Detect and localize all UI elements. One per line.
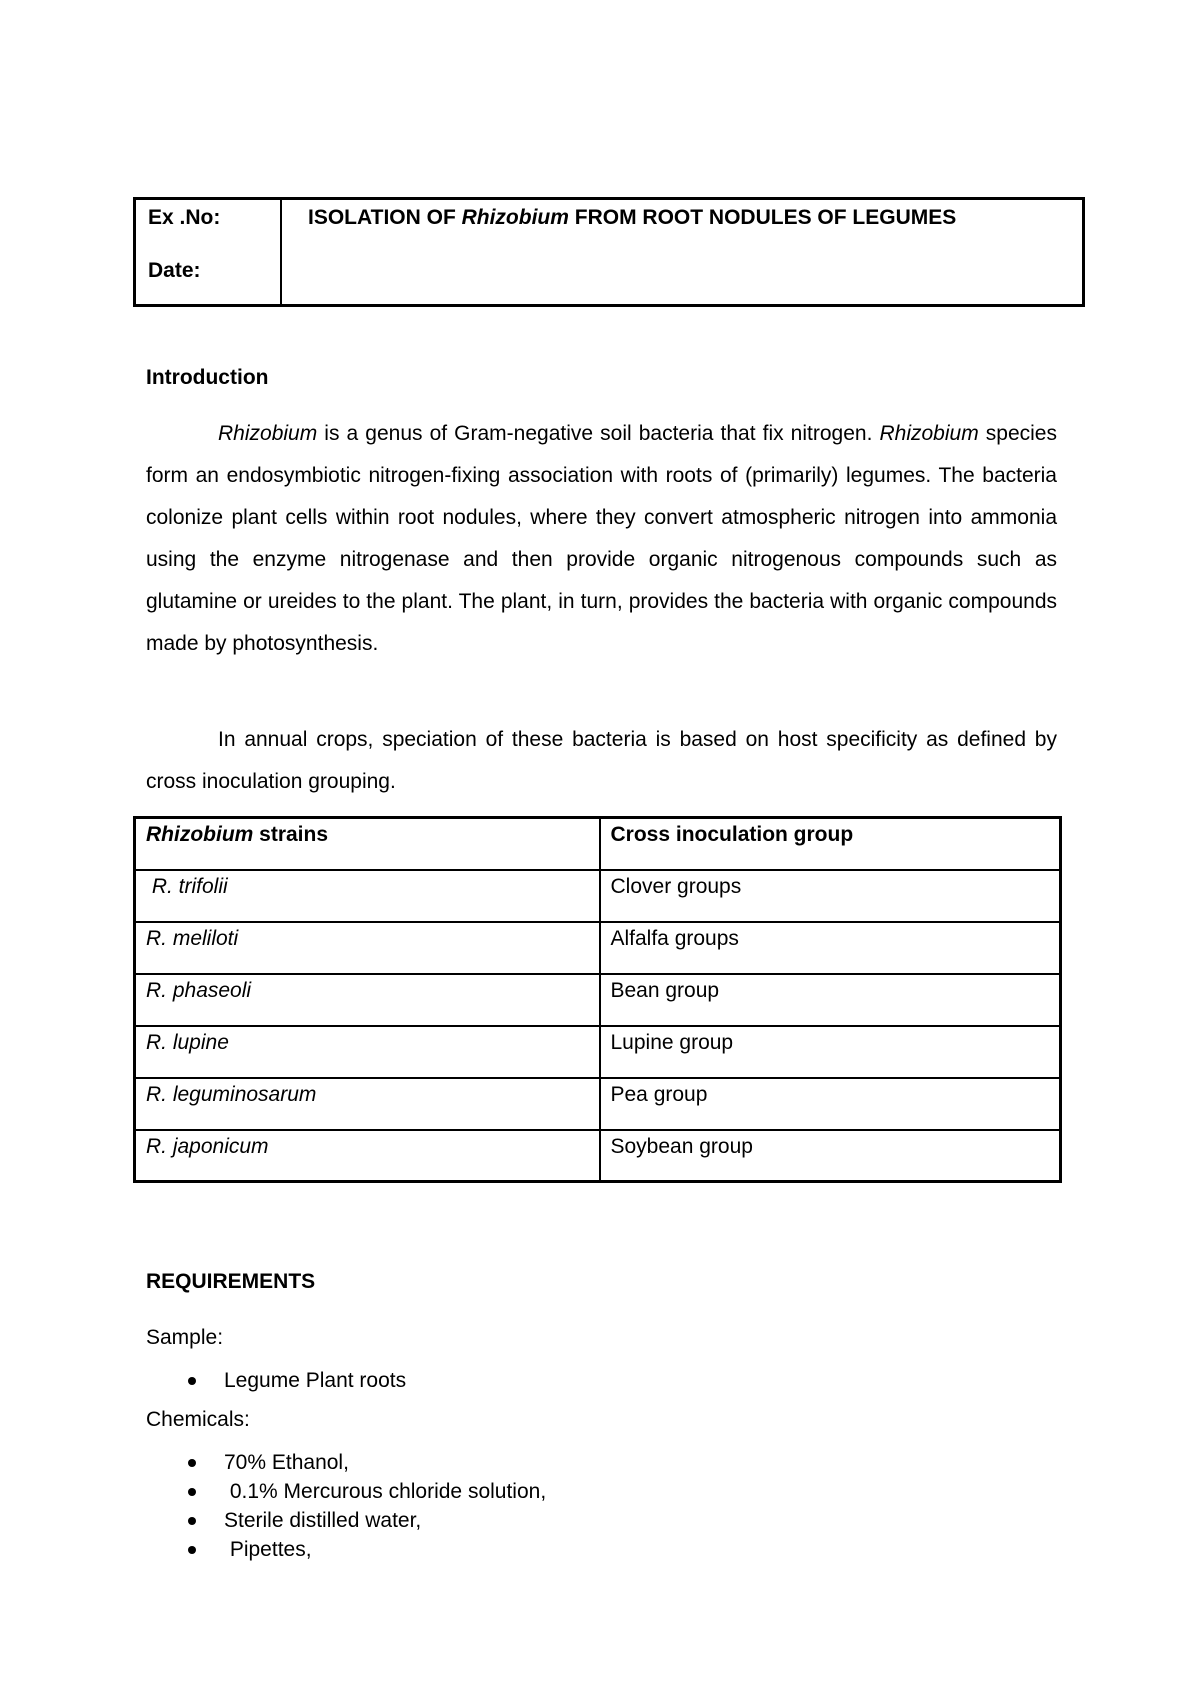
title-genus: Rhizobium [461,206,569,229]
requirements-heading: REQUIREMENTS [146,1270,316,1293]
title-prefix: ISOLATION OF [308,206,462,229]
table-row [135,1026,1061,1078]
chemicals-label: Chemicals: [146,1408,250,1431]
genus-name: Rhizobium [879,422,979,445]
table-row [135,870,1061,922]
table-row [135,922,1061,974]
title-suffix: FROM ROOT NODULES OF LEGUMES [568,206,957,229]
cross-inoculation-table [133,816,1062,1183]
table-row [135,1130,1061,1182]
strain-cell: R. lupine [135,1026,600,1078]
paragraph-text: is a genus of Gram-negative soil bacteria that fix nitrogen. [317,422,880,445]
experiment-number-label: Ex .No: [148,206,221,229]
strain-cell: R. leguminosarum [135,1078,600,1130]
list-item: Pipettes, [146,1535,546,1564]
strain-cell: R. trifolii [135,870,600,922]
strain-cell: R. meliloti [135,922,600,974]
list-item: 70% Ethanol, [146,1448,546,1477]
introduction-heading: Introduction [146,366,269,389]
strain-cell: R. phaseoli [135,974,600,1026]
group-cell: Bean group [600,974,1061,1026]
table-row [135,1078,1061,1130]
paragraph-text: species form an endosymbiotic nitrogen-fixing association with roots of (primarily) legumes. The bacteria colonize plant cells within root nodules, where they convert atmospheric nitrogen into ammonia using the enzyme nitrogenase and then provide organic nitrogenous compounds such as glutamine or ureides to the plant. The plant, in turn, provides the bacteria with organic compounds made by photosynthesis. [146,422,1057,655]
sample-list [146,1366,406,1396]
group-cell: Alfalfa groups [600,922,1061,974]
table-header-row [135,818,1061,870]
group-cell: Pea group [600,1078,1061,1130]
experiment-header-box [133,197,1085,307]
header-divider [280,200,282,304]
date-label: Date: [148,259,201,282]
chemicals-list [146,1448,546,1564]
strain-cell: R. japonicum [135,1130,600,1182]
paragraph-text: In annual crops, speciation of these bacteria is based on host specificity as defined by cross inoculation grouping. [146,728,1057,793]
table-row [135,974,1061,1026]
strain-column-header [135,818,600,870]
genus-name: Rhizobium [146,823,254,846]
list-item: Sterile distilled water, [146,1506,546,1535]
group-cell: Lupine group [600,1026,1061,1078]
header-text: strains [253,823,329,846]
group-column-header: Cross inoculation group [600,818,1061,870]
sample-label: Sample: [146,1326,224,1349]
group-cell: Soybean group [600,1130,1061,1182]
list-item: 0.1% Mercurous chloride solution, [146,1477,546,1506]
genus-name: Rhizobium [218,422,318,445]
experiment-title [308,206,956,230]
introduction-paragraph-1 [146,413,1057,665]
group-cell: Clover groups [600,870,1061,922]
introduction-paragraph-2 [146,719,1057,803]
list-item: Legume Plant roots [146,1366,406,1396]
